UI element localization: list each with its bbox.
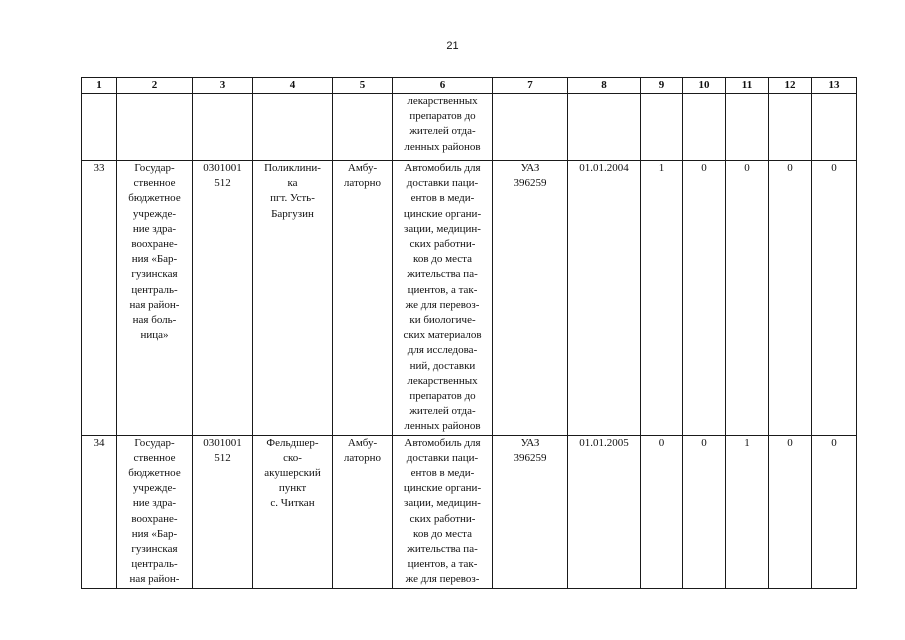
header-cell: 7: [493, 78, 568, 94]
cell-line: ков до места: [413, 527, 472, 540]
care-type-cell: [333, 161, 393, 436]
header-cell: 3: [193, 78, 253, 94]
header-cell: 1: [82, 78, 117, 94]
cell-line: учрежде-: [132, 207, 177, 220]
cell-line: бюджетное: [128, 192, 181, 205]
cell-line: ница»: [140, 329, 169, 342]
table-row: [82, 161, 857, 436]
cell-line: ния «Бар-: [131, 527, 178, 540]
cell-line: ленных районов: [404, 420, 481, 433]
cell-line: препаратов до: [409, 110, 476, 123]
cell-line: ентов в меди-: [410, 192, 475, 205]
cell-line: же для перевоз-: [405, 298, 480, 311]
cell-line: 0301001: [203, 436, 242, 449]
cell-line: для исследова-: [407, 344, 478, 357]
table-row: [82, 435, 857, 588]
cell-line: бюджетное: [128, 467, 181, 480]
vehicles-table: [81, 77, 857, 589]
value-cell: 1: [726, 435, 769, 588]
value-cell: 0: [812, 435, 857, 588]
cell-line: Автомобиль для: [404, 436, 481, 449]
cell-line: пгт. Усть-: [270, 192, 315, 205]
cell-line: цинские органи-: [403, 207, 482, 220]
cell-line: с. Читкан: [270, 497, 315, 510]
cell-line: ентов в меди-: [410, 467, 475, 480]
unit-cell: [253, 161, 333, 436]
cell-line: ная район-: [129, 298, 180, 311]
date-cell: 01.01.2004: [568, 161, 641, 436]
header-cell: 12: [769, 78, 812, 94]
unit-cell: [253, 435, 333, 588]
header-cell: 4: [253, 78, 333, 94]
cell-line: цинские органи-: [403, 482, 482, 495]
cell-line: циентов, а так-: [407, 558, 478, 571]
cell-line: жителей отда-: [409, 125, 476, 138]
cell-line: Государ-: [134, 162, 175, 174]
cell-line: централь-: [131, 558, 178, 571]
value-cell: 0: [683, 435, 726, 588]
row-number-cell: 33: [82, 161, 117, 436]
cell-line: ний, доставки: [409, 359, 476, 372]
cell-line: Баргузин: [271, 207, 314, 220]
cell-line: ние здра-: [132, 497, 177, 510]
value-cell: 0: [812, 161, 857, 436]
cell-line: доставки паци-: [406, 451, 479, 464]
cell-line: зации, медицин-: [404, 222, 481, 235]
header-cell: 6: [393, 78, 493, 94]
cell-line: акушерский: [264, 467, 321, 480]
cell-line: препаратов до: [409, 390, 476, 403]
table-row-continuation: [82, 94, 857, 161]
cell-line: ние здра-: [132, 222, 177, 235]
cell-line: 512: [214, 177, 231, 190]
vehicle-model-cell: [493, 161, 568, 436]
vehicle-model-cell: [493, 435, 568, 588]
cell-line: зации, медицин-: [404, 497, 481, 510]
cell-line: Фельдшер-: [266, 436, 319, 449]
value-cell: 0: [641, 435, 683, 588]
cell-line: 396259: [513, 451, 547, 464]
row-number-cell: 34: [82, 435, 117, 588]
header-cell: 10: [683, 78, 726, 94]
cell-line: циентов, а так-: [407, 283, 478, 296]
cell-line: воохране-: [131, 238, 178, 251]
cell-line: ских работни-: [409, 238, 476, 251]
cell-line: лекарственных: [407, 374, 478, 387]
cell-line: ния «Бар-: [131, 253, 178, 266]
value-cell: 0: [769, 161, 812, 436]
cell-line: жительства па-: [407, 268, 478, 281]
cell-line: централь-: [131, 283, 178, 296]
cell-line: ских материалов: [403, 329, 482, 342]
purpose-cell: [393, 435, 493, 588]
code-cell: [193, 435, 253, 588]
cell-line: лекарственных: [407, 95, 478, 107]
header-cell: 11: [726, 78, 769, 94]
page-number: 21: [446, 40, 459, 52]
cell-line: латорно: [343, 451, 382, 464]
header-row: [82, 78, 857, 94]
header-cell: 9: [641, 78, 683, 94]
care-type-cell: [333, 435, 393, 588]
cell-line: Амбу-: [347, 436, 378, 449]
cell-line: доставки паци-: [406, 177, 479, 190]
cell-line: ная район-: [129, 573, 180, 586]
cell-line: пункт: [278, 482, 307, 495]
cell-line: Амбу-: [347, 162, 378, 174]
cell-line: гузинская: [131, 268, 178, 281]
cell-line: ственное: [133, 451, 176, 464]
cell-line: Поликлини-: [264, 162, 321, 174]
organization-cell: [117, 161, 193, 436]
header-cell: 2: [117, 78, 193, 94]
organization-cell: [117, 435, 193, 588]
cell-line: Автомобиль для: [404, 162, 481, 174]
cell-line: ственное: [133, 177, 176, 190]
header-cell: 5: [333, 78, 393, 94]
cell-line: 512: [214, 451, 231, 464]
cell-line: ки биологиче-: [409, 314, 476, 327]
cell-line: ленных районов: [404, 140, 481, 153]
cell-line: УАЗ: [520, 162, 540, 174]
cell-line: ка: [287, 177, 298, 190]
cell-line: гузинская: [131, 543, 178, 556]
cell-line: ная боль-: [132, 314, 177, 327]
value-cell: 0: [769, 435, 812, 588]
value-cell: 1: [641, 161, 683, 436]
cell-line: 396259: [513, 177, 547, 190]
header-cell: 13: [812, 78, 857, 94]
cell-line: же для перевоз-: [405, 573, 480, 586]
cell-line: Государ-: [134, 436, 175, 449]
cell-line: ков до места: [413, 253, 472, 266]
cell-line: жителей отда-: [409, 405, 476, 418]
value-cell: 0: [683, 161, 726, 436]
purpose-cell: [393, 94, 493, 161]
code-cell: [193, 161, 253, 436]
header-cell: 8: [568, 78, 641, 94]
cell-line: ско-: [283, 451, 302, 464]
cell-line: ских работни-: [409, 512, 476, 525]
cell-line: УАЗ: [520, 436, 540, 449]
value-cell: 0: [726, 161, 769, 436]
purpose-cell: [393, 161, 493, 436]
cell-line: учрежде-: [132, 482, 177, 495]
cell-line: воохране-: [131, 512, 178, 525]
date-cell: 01.01.2005: [568, 435, 641, 588]
cell-line: 0301001: [203, 162, 242, 174]
cell-line: латорно: [343, 177, 382, 190]
cell-line: жительства па-: [407, 543, 478, 556]
